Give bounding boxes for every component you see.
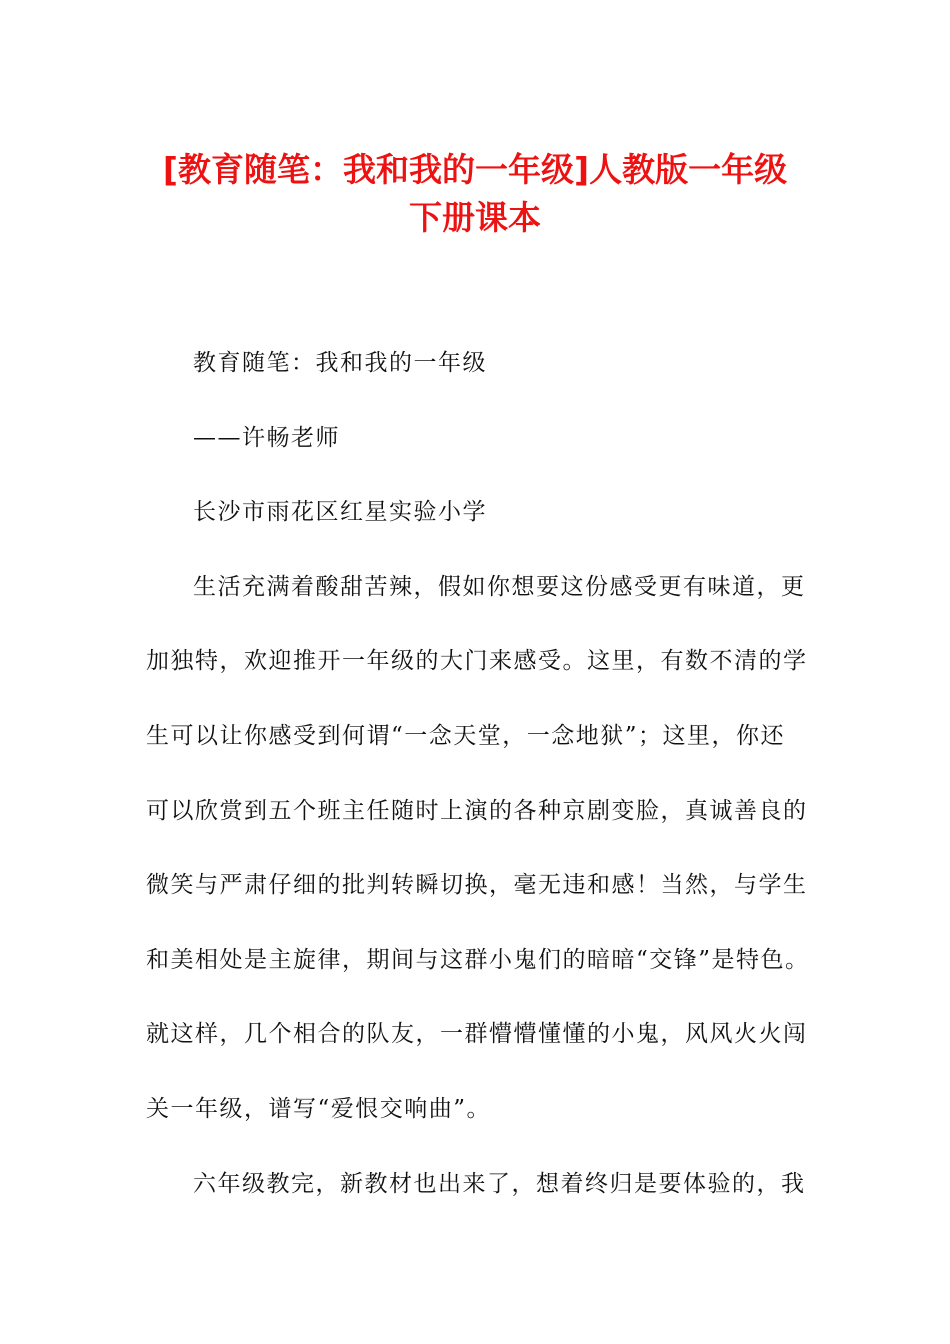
paragraph-2: [146, 1147, 806, 1222]
paragraph-1: [146, 550, 810, 1147]
subtitle: 教育随笔：我和我的一年级: [193, 350, 487, 376]
title-line-2: 下册课本: [409, 198, 541, 237]
paragraph-line: 微笑与严肃仔细的批判转瞬切换，毫无违和感！当然，与学生: [146, 872, 808, 899]
title-line-1: [教育随笔：我和我的一年级]人教版一年级: [162, 150, 788, 189]
paragraph-line: 生可以让你感受到何谓“一念天堂，一念地狱”；这里，你还: [146, 722, 786, 749]
paragraph-line: 生活充满着酸甜苦辣，假如你想要这份感受更有味道，更: [193, 573, 806, 600]
author-line: ——许畅老师: [193, 424, 340, 451]
paragraph-line: 和美相处是主旋律，期间与这群小鬼们的暗暗“交锋”是特色。: [146, 946, 810, 973]
paragraph-line: 六年级教完，新教材也出来了，想着终归是要体验的，我: [193, 1170, 806, 1197]
paragraph-line: 加独特，欢迎推开一年级的大门来感受。这里，有数不清的学: [146, 648, 808, 675]
document-body: [146, 326, 810, 1221]
paragraph-line: 关一年级，谱写“爱恨交响曲”。: [146, 1095, 492, 1122]
paragraph-line: 就这样，几个相合的队友，一群懵懵懂懂的小鬼，风风火火闯: [146, 1021, 808, 1048]
paragraph-line: 可以欣赏到五个班主任随时上演的各种京剧变脸，真诚善良的: [146, 797, 808, 824]
school-line: 长沙市雨花区红星实验小学: [193, 499, 487, 526]
document-title: [120, 146, 830, 242]
